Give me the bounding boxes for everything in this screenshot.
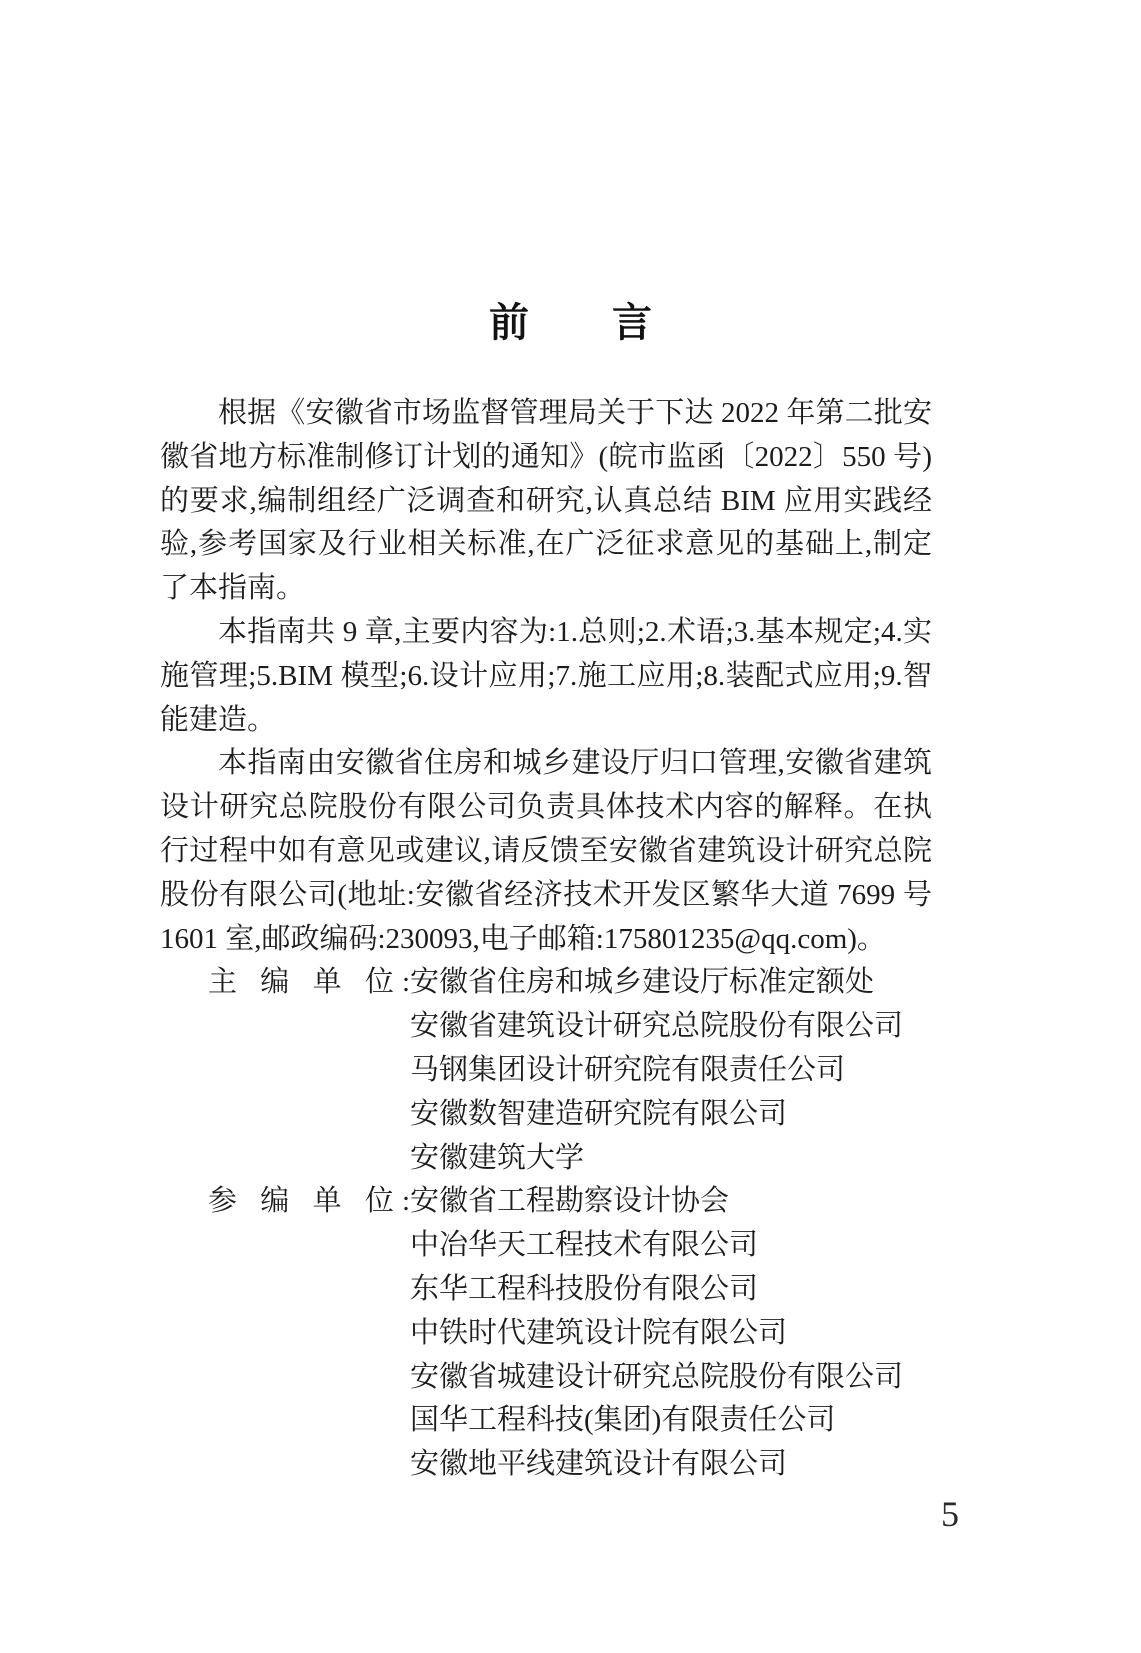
- editor-unit: 国华工程科技(集团)有限责任公司: [410, 1404, 836, 1437]
- paragraph-management: 本指南由安徽省住房和城乡建设厅归口管理,安徽省建筑设计研究总院股份有限公司负责具体技术内容的解释。在执行过程中如有意见或建议,请反馈至安徽省建筑设计研究总院股份有限公司(地址:安徽省经济技术开发区繁华大道 7699 号 1601 室,邮政编码:230093,电子邮箱:175801235@qq.com)。: [160, 747, 932, 955]
- editor-unit: 中冶华天工程技术有限公司: [410, 1229, 759, 1262]
- page-title: [0, 299, 1141, 347]
- editor-unit: 安徽数智建造研究院有限公司: [410, 1097, 788, 1130]
- editor-unit: 安徽省城建设计研究总院股份有限公司: [410, 1360, 904, 1393]
- editor-unit: 安徽建筑大学: [410, 1141, 585, 1174]
- chief-editor-label: 主 编 单 位:: [208, 966, 410, 999]
- title-char-left: 前: [489, 300, 529, 345]
- title-char-right: 言: [612, 300, 652, 345]
- editor-unit: 中铁时代建筑设计院有限公司: [410, 1316, 788, 1349]
- editor-unit: 安徽省住房和城乡建设厅标准定额处: [410, 966, 875, 999]
- document-body: [160, 392, 932, 1487]
- participating-editor-label: 参 编 单 位:: [208, 1185, 410, 1218]
- editor-unit: 马钢集团设计研究院有限责任公司: [410, 1053, 846, 1086]
- chief-editor-section: [160, 961, 932, 1180]
- page-number: 5: [941, 1494, 959, 1534]
- chief-editor-units: [410, 961, 932, 1180]
- editor-unit: 安徽省工程勘察设计协会: [410, 1185, 730, 1218]
- editor-unit: 安徽省建筑设计研究总院股份有限公司: [410, 1010, 904, 1043]
- editor-unit: 安徽地平线建筑设计有限公司: [410, 1448, 788, 1481]
- paragraph-contents: 本指南共 9 章,主要内容为:1.总则;2.术语;3.基本规定;4.实施管理;5.BIM 模型;6.设计应用;7.施工应用;8.装配式应用;9.智能建造。: [160, 615, 932, 736]
- participating-editor-units: [410, 1180, 932, 1487]
- paragraph-basis: 根据《安徽省市场监督管理局关于下达 2022 年第二批安徽省地方标准制修订计划的通知》(皖市监函〔2022〕550 号)的要求,编制组经广泛调查和研究,认真总结 BIM 应用实践经验,参考国家及行业相关标准,在广泛征求意见的基础上,制定了本指南。: [160, 397, 932, 605]
- participating-editor-section: [160, 1180, 932, 1487]
- editor-unit: 东华工程科技股份有限公司: [410, 1272, 759, 1305]
